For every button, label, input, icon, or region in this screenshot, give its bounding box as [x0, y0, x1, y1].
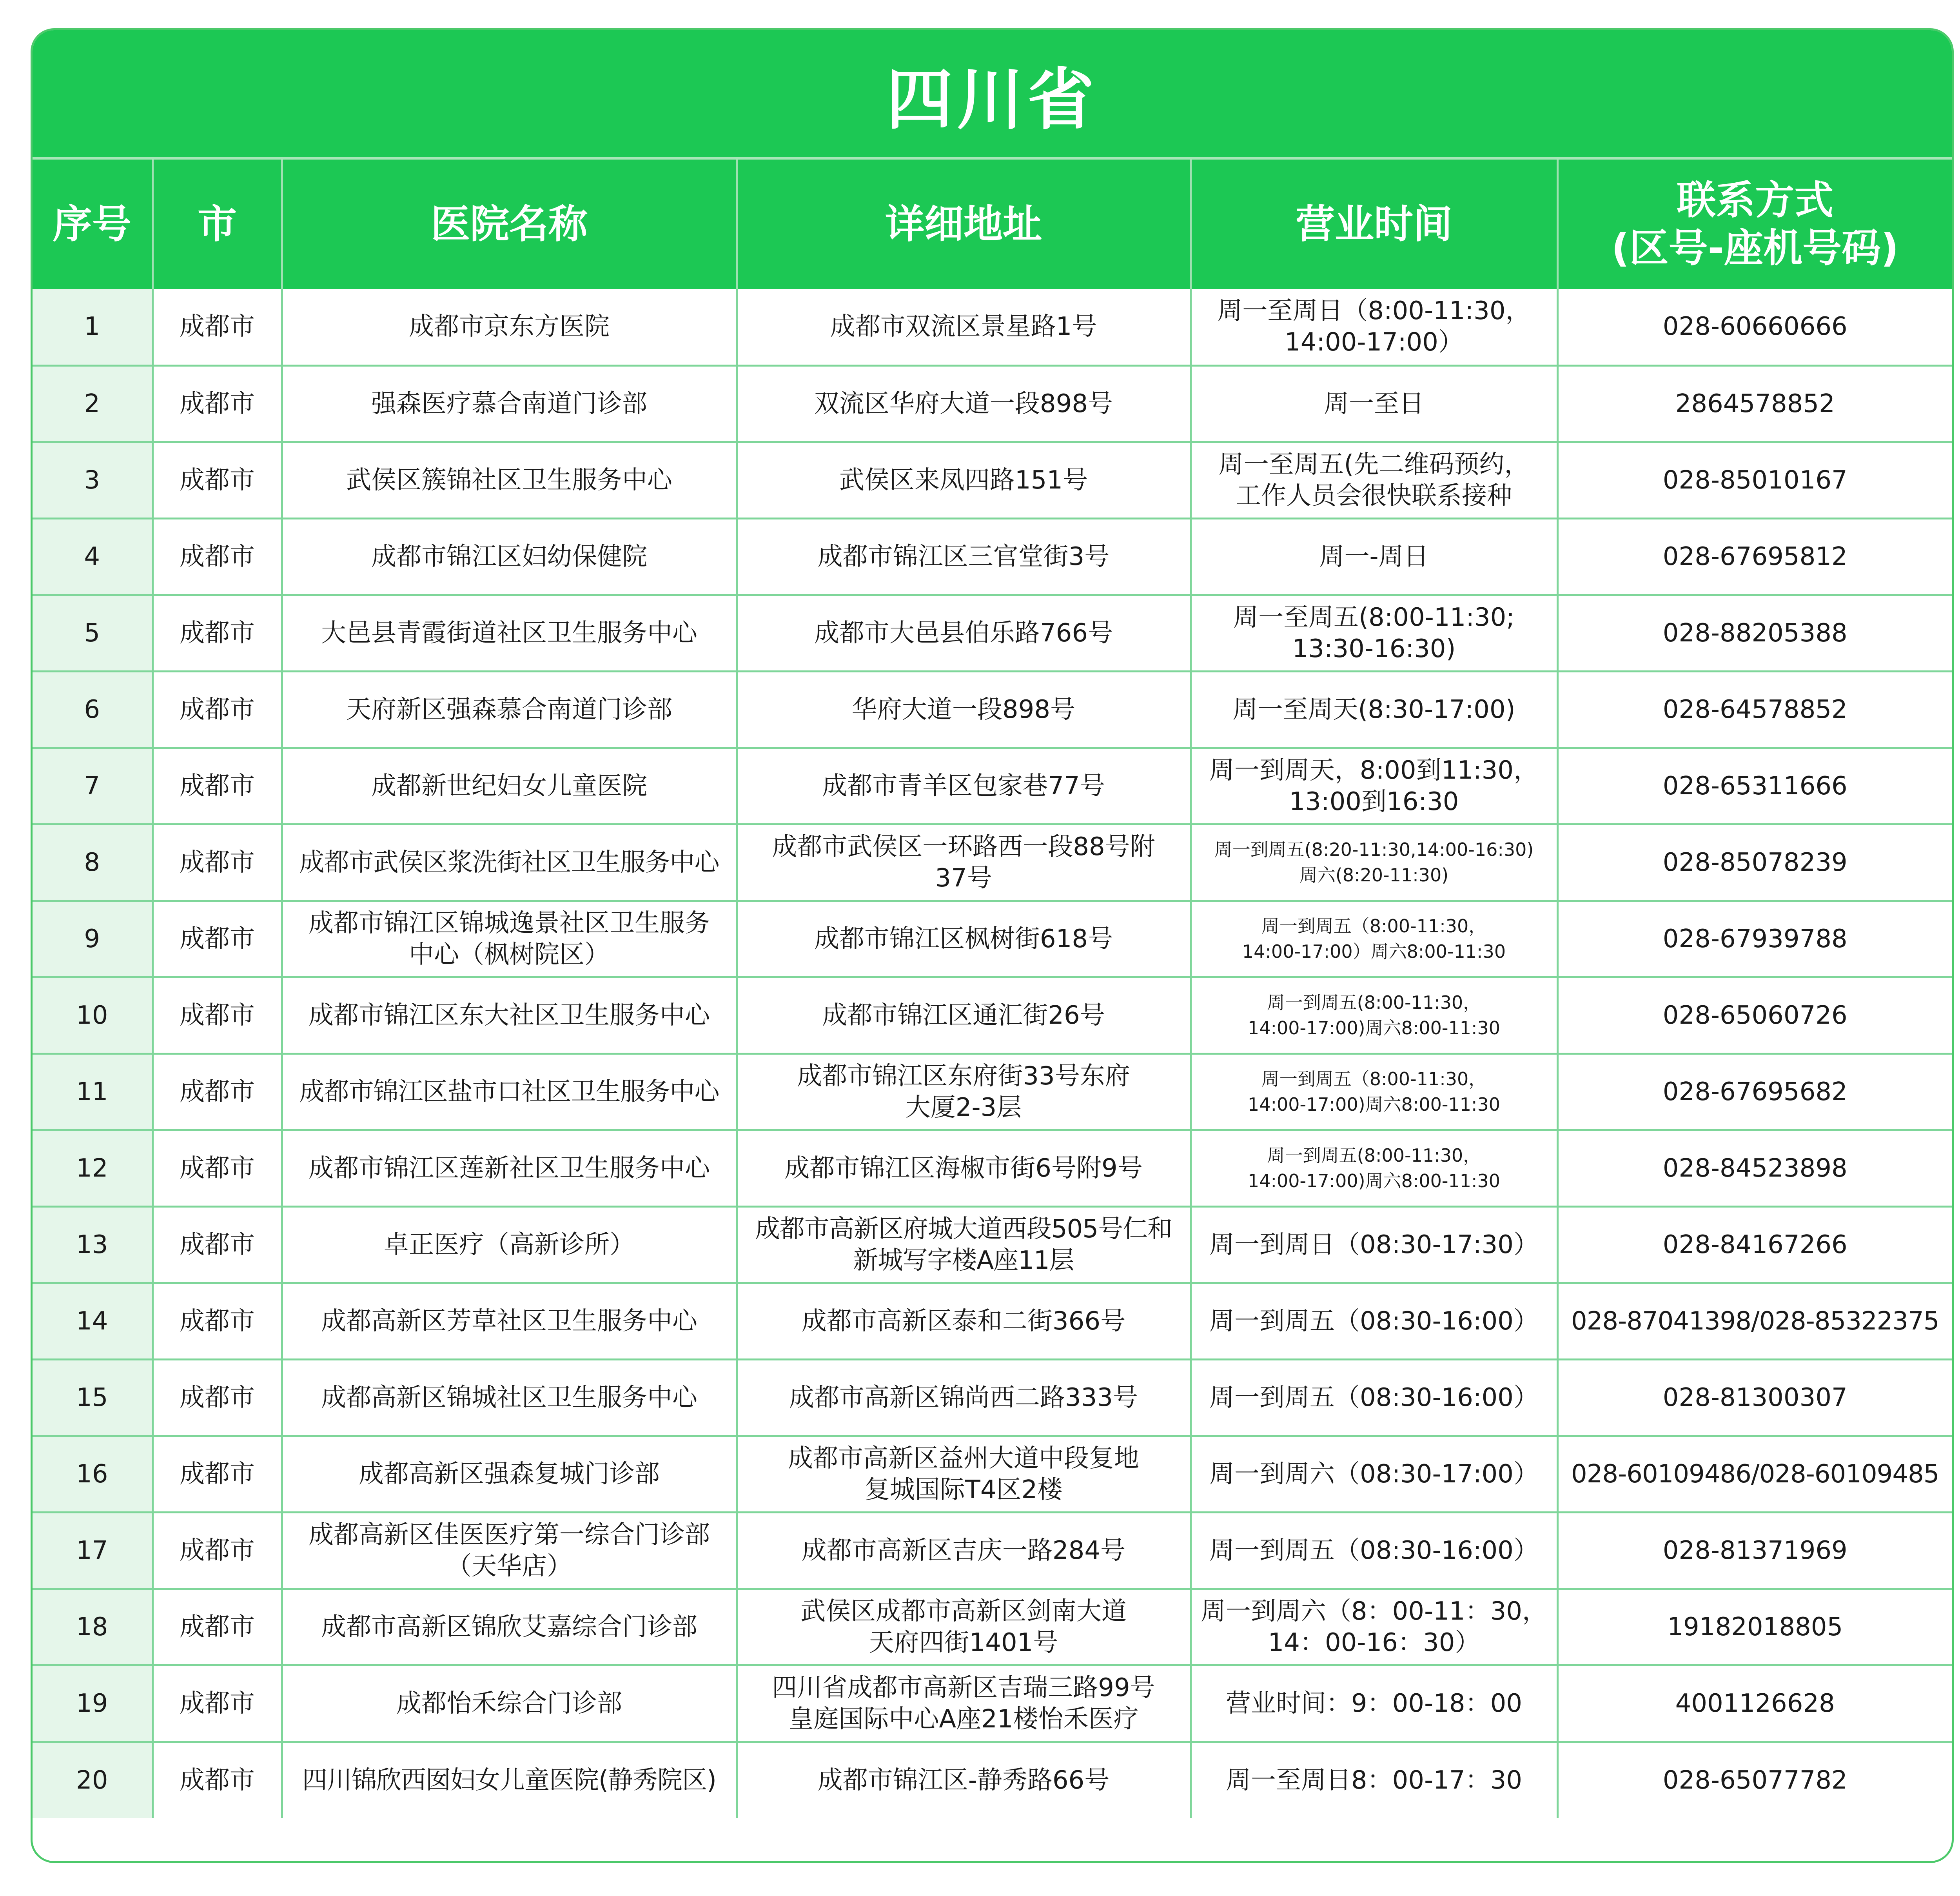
cell-index: 1 [33, 289, 152, 365]
table-row [33, 1589, 1952, 1665]
table-row [33, 901, 1952, 977]
cell-index: 9 [33, 901, 152, 977]
cell-hospital: 成都市锦江区妇幼保健院 [282, 518, 737, 595]
cell-index: 15 [33, 1359, 152, 1436]
cell-contact: 19182018805 [1557, 1589, 1952, 1665]
cell-index: 14 [33, 1283, 152, 1359]
cell-address: 成都市高新区府城大道西段505号仁和 新城写字楼A座11层 [737, 1206, 1191, 1283]
cell-city: 成都市 [152, 1436, 282, 1512]
cell-index: 5 [33, 595, 152, 671]
cell-address: 成都市锦江区三官堂街3号 [737, 518, 1191, 595]
table-row [33, 748, 1952, 824]
table-row [33, 595, 1952, 671]
cell-contact: 028-81300307 [1557, 1359, 1952, 1436]
cell-contact: 028-81371969 [1557, 1512, 1952, 1589]
cell-index: 8 [33, 824, 152, 901]
cell-hours: 周一到周五(8:00-11:30， 14:00-17:00)周六8:00-11:30 [1191, 977, 1557, 1053]
cell-index: 7 [33, 748, 152, 824]
cell-hours: 周一到周日（08:30-17:30） [1191, 1206, 1557, 1283]
cell-city: 成都市 [152, 1742, 282, 1818]
cell-address: 成都市大邑县伯乐路766号 [737, 595, 1191, 671]
cell-index: 11 [33, 1053, 152, 1130]
table-row [33, 289, 1952, 365]
cell-hours: 周一到周五(8:20-11:30,14:00-16:30) 周六(8:20-11:30) [1191, 824, 1557, 901]
cell-city: 成都市 [152, 1359, 282, 1436]
cell-city: 成都市 [152, 365, 282, 442]
cell-hours: 周一至周日（8:00-11:30， 14:00-17:00） [1191, 289, 1557, 365]
table-row [33, 1283, 1952, 1359]
cell-index: 2 [33, 365, 152, 442]
cell-city: 成都市 [152, 824, 282, 901]
cell-address: 成都市锦江区-静秀路66号 [737, 1742, 1191, 1818]
cell-city: 成都市 [152, 1283, 282, 1359]
table-row [33, 824, 1952, 901]
cell-hospital: 成都市高新区锦欣艾嘉综合门诊部 [282, 1589, 737, 1665]
cell-contact: 028-88205388 [1557, 595, 1952, 671]
cell-contact: 028-60109486/028-60109485 [1557, 1436, 1952, 1512]
cell-address: 武侯区来凤四路151号 [737, 442, 1191, 518]
cell-index: 10 [33, 977, 152, 1053]
cell-address: 成都市锦江区枫树街618号 [737, 901, 1191, 977]
cell-address: 成都市青羊区包家巷77号 [737, 748, 1191, 824]
cell-index: 16 [33, 1436, 152, 1512]
cell-hours: 周一-周日 [1191, 518, 1557, 595]
header-hours: 营业时间 [1191, 160, 1557, 289]
cell-hours: 周一至周五(先二维码预约， 工作人员会很快联系接种 [1191, 442, 1557, 518]
cell-hours: 周一至周日8：00-17：30 [1191, 1742, 1557, 1818]
cell-city: 成都市 [152, 1053, 282, 1130]
table-row [33, 1130, 1952, 1206]
table-row [33, 442, 1952, 518]
cell-contact: 028-84167266 [1557, 1206, 1952, 1283]
table-row [33, 977, 1952, 1053]
cell-hours: 营业时间：9：00-18：00 [1191, 1665, 1557, 1742]
cell-hospital: 成都高新区佳医医疗第一综合门诊部 （天华店） [282, 1512, 737, 1589]
table-header-row [33, 160, 1952, 289]
cell-contact: 028-87041398/028-85322375 [1557, 1283, 1952, 1359]
cell-hours: 周一到周六（8：00-11：30， 14：00-16：30） [1191, 1589, 1557, 1665]
cell-hospital: 成都高新区强森复城门诊部 [282, 1436, 737, 1512]
cell-index: 20 [33, 1742, 152, 1818]
cell-contact: 028-84523898 [1557, 1130, 1952, 1206]
header-index: 序号 [33, 160, 152, 289]
cell-address: 双流区华府大道一段898号 [737, 365, 1191, 442]
cell-city: 成都市 [152, 1665, 282, 1742]
cell-hospital: 成都市锦江区东大社区卫生服务中心 [282, 977, 737, 1053]
vaccination-sites-card [31, 28, 1954, 1863]
cell-city: 成都市 [152, 518, 282, 595]
cell-hospital: 成都新世纪妇女儿童医院 [282, 748, 737, 824]
table-row [33, 1206, 1952, 1283]
cell-city: 成都市 [152, 1130, 282, 1206]
cell-address: 成都市高新区吉庆一路284号 [737, 1512, 1191, 1589]
cell-contact: 028-65060726 [1557, 977, 1952, 1053]
page-title: 四川省 [886, 61, 1098, 139]
cell-hours: 周一到周五（8:00-11:30， 14:00-17:00)周六8:00-11:30 [1191, 1053, 1557, 1130]
cell-hours: 周一至周五(8:00-11:30; 13:30-16:30) [1191, 595, 1557, 671]
cell-contact: 028-67695682 [1557, 1053, 1952, 1130]
cell-index: 12 [33, 1130, 152, 1206]
cell-hours: 周一至日 [1191, 365, 1557, 442]
hospital-table [33, 160, 1952, 1818]
cell-index: 19 [33, 1665, 152, 1742]
cell-index: 4 [33, 518, 152, 595]
cell-hospital: 成都市锦江区莲新社区卫生服务中心 [282, 1130, 737, 1206]
cell-hospital: 强森医疗慕合南道门诊部 [282, 365, 737, 442]
cell-index: 3 [33, 442, 152, 518]
cell-index: 13 [33, 1206, 152, 1283]
cell-contact: 028-67939788 [1557, 901, 1952, 977]
cell-address: 成都市高新区益州大道中段复地 复城国际T4区2楼 [737, 1436, 1191, 1512]
table-row [33, 1665, 1952, 1742]
cell-address: 武侯区成都市高新区剑南大道 天府四街1401号 [737, 1589, 1191, 1665]
table-body [33, 289, 1952, 1818]
cell-city: 成都市 [152, 977, 282, 1053]
cell-hours: 周一到周五（08:30-16:00） [1191, 1512, 1557, 1589]
cell-address: 成都市高新区泰和二街366号 [737, 1283, 1191, 1359]
cell-index: 17 [33, 1512, 152, 1589]
cell-address: 四川省成都市高新区吉瑞三路99号 皇庭国际中心A座21楼怡禾医疗 [737, 1665, 1191, 1742]
table-row [33, 671, 1952, 748]
table-row [33, 1359, 1952, 1436]
cell-contact: 028-64578852 [1557, 671, 1952, 748]
header-contact: 联系方式 (区号-座机号码) [1557, 160, 1952, 289]
cell-hospital: 成都怡禾综合门诊部 [282, 1665, 737, 1742]
cell-hospital: 成都高新区锦城社区卫生服务中心 [282, 1359, 737, 1436]
cell-contact: 028-65077782 [1662, 1765, 1847, 1795]
cell-hours: 周一至周天(8:30-17:00) [1191, 671, 1557, 748]
cell-contact: 028-85010167 [1557, 442, 1952, 518]
cell-hours: 周一到周五（08:30-16:00） [1191, 1283, 1557, 1359]
cell-city: 成都市 [152, 1206, 282, 1283]
cell-address: 华府大道一段898号 [737, 671, 1191, 748]
cell-index: 18 [33, 1589, 152, 1665]
cell-hours: 周一到周六（08:30-17:00） [1191, 1436, 1557, 1512]
cell-contact: 2864578852 [1557, 365, 1952, 442]
cell-hours: 周一到周天，8:00到11:30， 13:00到16:30 [1191, 748, 1557, 824]
cell-hours: 周一到周五（8:00-11:30， 14:00-17:00）周六8:00-11:30 [1191, 901, 1557, 977]
cell-hospital: 成都市京东方医院 [282, 289, 737, 365]
cell-hospital: 四川锦欣西囡妇女儿童医院(静秀院区) [282, 1742, 737, 1818]
table-row [33, 518, 1952, 595]
cell-hospital: 大邑县青霞街道社区卫生服务中心 [282, 595, 737, 671]
header-city: 市 [152, 160, 282, 289]
cell-contact: 028-60660666 [1557, 289, 1952, 365]
cell-hospital: 天府新区强森慕合南道门诊部 [282, 671, 737, 748]
cell-hospital: 卓正医疗（高新诊所） [282, 1206, 737, 1283]
cell-city: 成都市 [152, 289, 282, 365]
cell-city: 成都市 [152, 595, 282, 671]
cell-contact: 4001126628 [1557, 1665, 1952, 1742]
cell-contact: 028-67695812 [1557, 518, 1952, 595]
cell-hours: 周一到周五（08:30-16:00） [1191, 1359, 1557, 1436]
table-row [33, 1742, 1952, 1818]
cell-hospital: 武侯区簇锦社区卫生服务中心 [282, 442, 737, 518]
cell-city: 成都市 [152, 1589, 282, 1665]
table-row [33, 365, 1952, 442]
table-row [33, 1512, 1952, 1589]
header-hospital: 医院名称 [282, 160, 737, 289]
cell-hospital: 成都市武侯区浆洗街社区卫生服务中心 [282, 824, 737, 901]
cell-address: 成都市双流区景星路1号 [737, 289, 1191, 365]
cell-city: 成都市 [152, 748, 282, 824]
cell-city: 成都市 [152, 1512, 282, 1589]
cell-address: 成都市武侯区一环路西一段88号附 37号 [737, 824, 1191, 901]
cell-city: 成都市 [152, 442, 282, 518]
cell-hospital: 成都市锦江区锦城逸景社区卫生服务 中心（枫树院区） [282, 901, 737, 977]
cell-contact: 028-65311666 [1557, 748, 1952, 824]
cell-index: 6 [33, 671, 152, 748]
header-address: 详细地址 [737, 160, 1191, 289]
table-row [33, 1436, 1952, 1512]
cell-hospital: 成都高新区芳草社区卫生服务中心 [282, 1283, 737, 1359]
cell-address: 成都市锦江区海椒市街6号附9号 [737, 1130, 1191, 1206]
cell-address: 成都市锦江区东府街33号东府 大厦2-3层 [737, 1053, 1191, 1130]
cell-address: 成都市高新区锦尚西二路333号 [737, 1359, 1191, 1436]
cell-contact: 028-85078239 [1557, 824, 1952, 901]
cell-hospital: 成都市锦江区盐市口社区卫生服务中心 [282, 1053, 737, 1130]
table-row [33, 1053, 1952, 1130]
title-bar [33, 30, 1952, 160]
cell-hours: 周一到周五(8:00-11:30， 14:00-17:00)周六8:00-11:30 [1191, 1130, 1557, 1206]
cell-city: 成都市 [152, 671, 282, 748]
cell-city: 成都市 [152, 901, 282, 977]
cell-address: 成都市锦江区通汇街26号 [737, 977, 1191, 1053]
